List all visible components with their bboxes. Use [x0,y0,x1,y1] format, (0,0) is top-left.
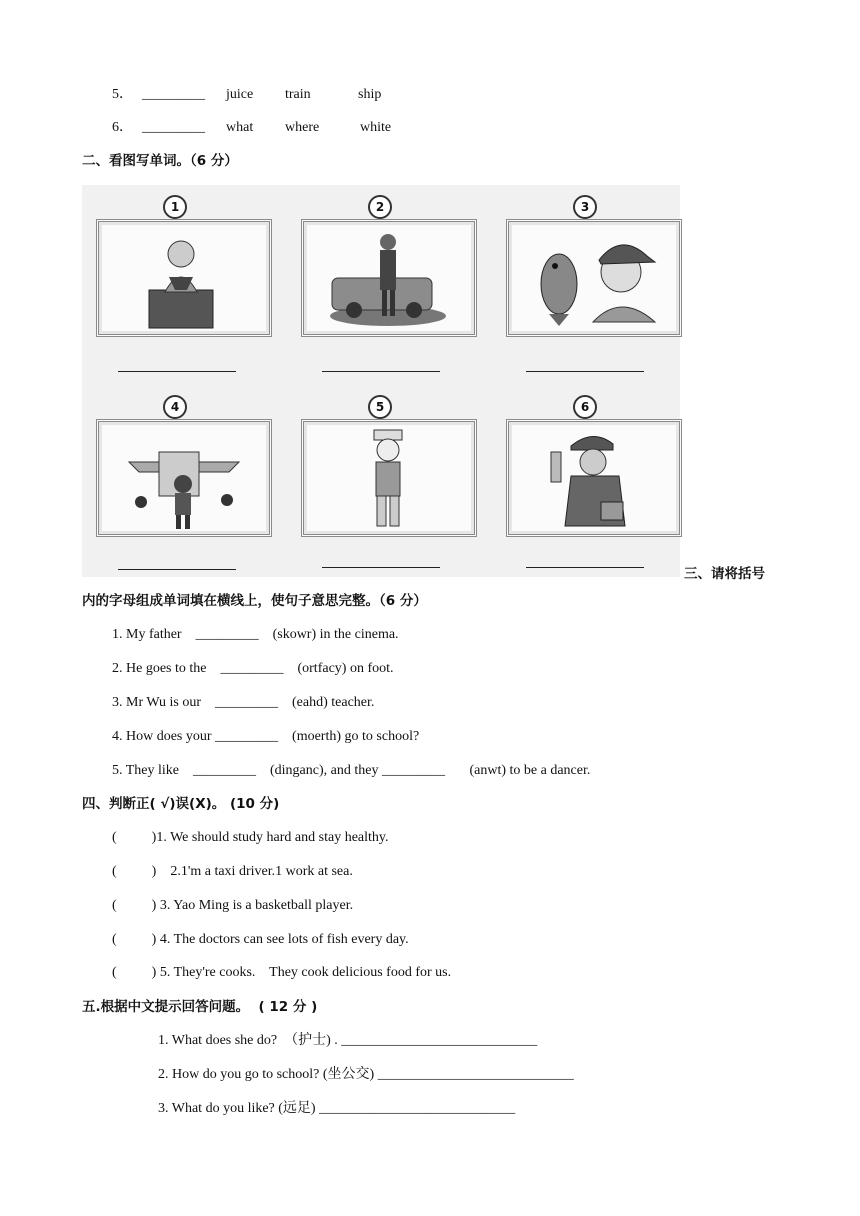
section-3-title-end: 内的字母组成单词填在横线上，使句子意思完整。（6 分） [82,593,427,609]
word: ship [358,87,382,102]
row-number: 5． [112,87,133,102]
answer-line-6[interactable] [526,567,644,568]
answer-line-1[interactable] [118,371,236,372]
true-false-item: ( ) 4. The doctors can see lots of fish every day. [112,932,409,947]
fill-in-item: 5. They like _________ (dinganc), and they _________ (anwt) to be a dancer. [112,763,591,778]
picture-grid [82,185,680,577]
word: white [360,120,392,135]
fill-in-item: 4. How does your _________ (moerth) go to school? [112,729,420,744]
waving-man-illustration [509,422,679,534]
picture-number: 1 [163,195,187,219]
picture-number: 2 [368,195,392,219]
answer-blank: _________ [142,87,205,102]
fisherman-illustration [509,222,679,334]
picture-frame-5 [301,419,477,537]
word: juice [226,87,254,102]
pilot-illustration [99,422,269,534]
answer-line-5[interactable] [322,567,440,568]
word: train [285,87,311,102]
picture-number: 3 [573,195,597,219]
answer-line-2[interactable] [322,371,440,372]
picture-number: 4 [163,395,187,419]
picture-frame-6 [506,419,682,537]
section-2-title: 二、看图写单词。（6 分） [82,153,238,169]
picture-frame-1 [96,219,272,337]
word: where [285,120,320,135]
driver-illustration [304,222,474,334]
answer-line-3[interactable] [526,371,644,372]
picture-frame-2 [301,219,477,337]
fill-in-item: 2. He goes to the _________ (ortfacy) on foot. [112,661,394,676]
true-false-item: ( ) 2.1'm a taxi driver.1 work at sea. [112,864,353,879]
question-item: 2. How do you go to school? (坐公交) ____________________________ [158,1067,574,1082]
picture-frame-3 [506,219,682,337]
true-false-item: ( ) 3. Yao Ming is a basketball player. [112,898,354,913]
true-false-item: ( )1. We should study hard and stay healthy. [112,830,389,845]
fill-in-item: 3. Mr Wu is our _________ (eahd) teacher. [112,695,375,710]
section-4-title: 四、判断正( √)误(X)。 (10 分) [82,796,280,812]
picture-frame-4 [96,419,272,537]
true-false-item: ( ) 5. They're cooks. They cook delicious food for us. [112,965,452,980]
fill-in-item: 1. My father _________ (skowr) in the cinema. [112,627,399,642]
section-5-title: 五.根据中文提示回答问题。 ( 12 分 ) [82,999,318,1015]
answer-blank: _________ [142,120,205,135]
question-item: 3. What do you like? (远足) ____________________________ [158,1101,516,1116]
word: what [226,120,254,135]
question-item: 1. What does she do? （护士) . ____________________________ [158,1033,538,1048]
section-3-title-start: 三、请将括号 [684,566,765,582]
picture-number: 6 [573,395,597,419]
picture-number: 5 [368,395,392,419]
scientist-illustration [99,222,269,334]
police-officer-illustration [304,422,474,534]
row-number: 6． [112,120,133,135]
answer-line-4[interactable] [118,569,236,570]
